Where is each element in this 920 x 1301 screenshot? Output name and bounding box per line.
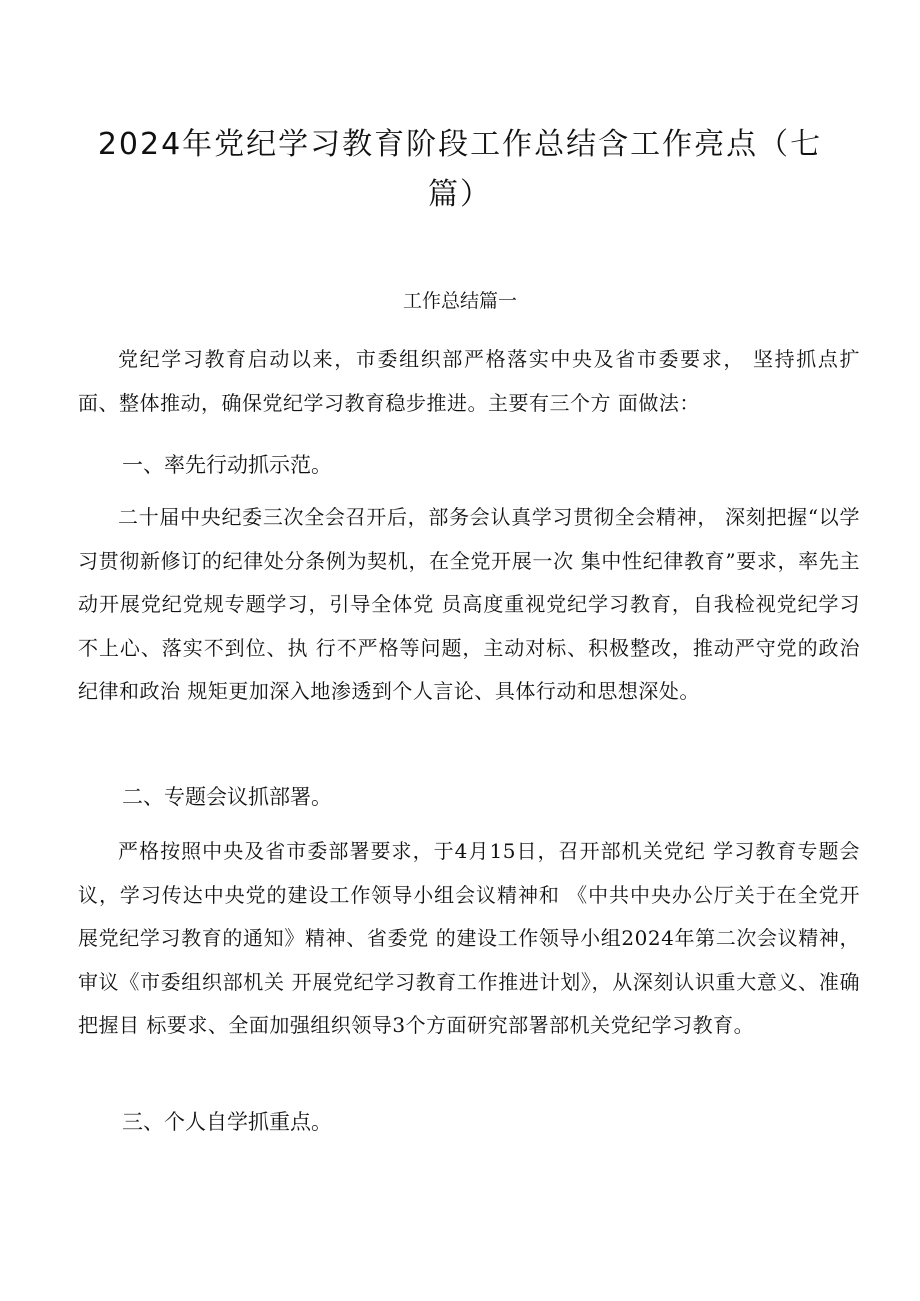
heading-two: 二、专题会议抓部署。 — [122, 785, 332, 809]
paragraph-two: 严格按照中央及省市委部署要求，于4月15日，召开部机关党纪 学习教育专题会议，学习传达中央党的建设工作领导小组会议精神和 《中共中央办公厅关于在全党开展党纪学习教育的通知》精神、省委党 的建设工作领导小组2024年第二次会议精神，审议《市委组织部机关 开展党纪学习教育工作推进计划》，从深刻认识重大意义、准确把握目 标要求、全面加强组织领导3个方面研究部署部机关党纪学习教育。 — [78, 839, 860, 1037]
heading-three: 三、个人自学抓重点。 — [122, 1110, 332, 1134]
section-title: 工作总结篇一 — [402, 290, 517, 312]
heading-one: 一、率先行动抓示范。 — [122, 453, 332, 477]
intro-paragraph: 党纪学习教育启动以来，市委组织部严格落实中央及省市委要求， 坚持抓点扩面、整体推动，确保党纪学习教育稳步推进。主要有三个方 面做法： — [78, 347, 860, 415]
paragraph-one: 二十届中央纪委三次全会召开后，部务会认真学习贯彻全会精神， 深刻把握“以学习贯彻新修订的纪律处分条例为契机，在全党开展一次 集中性纪律教育”要求，率先主动开展党纪党规专题学习，引导全体党 员高度重视党纪学习教育，自我检视党纪学习不上心、落实不到位、执 行不严格等问题，主动对标、积极整改，推动严守党的政治纪律和政治 规矩更加深入地渗透到个人言论、具体行动和思想深处。 — [78, 505, 860, 703]
document-title: 2024年党纪学习教育阶段工作总结含工作亮点（七篇） — [97, 127, 823, 212]
